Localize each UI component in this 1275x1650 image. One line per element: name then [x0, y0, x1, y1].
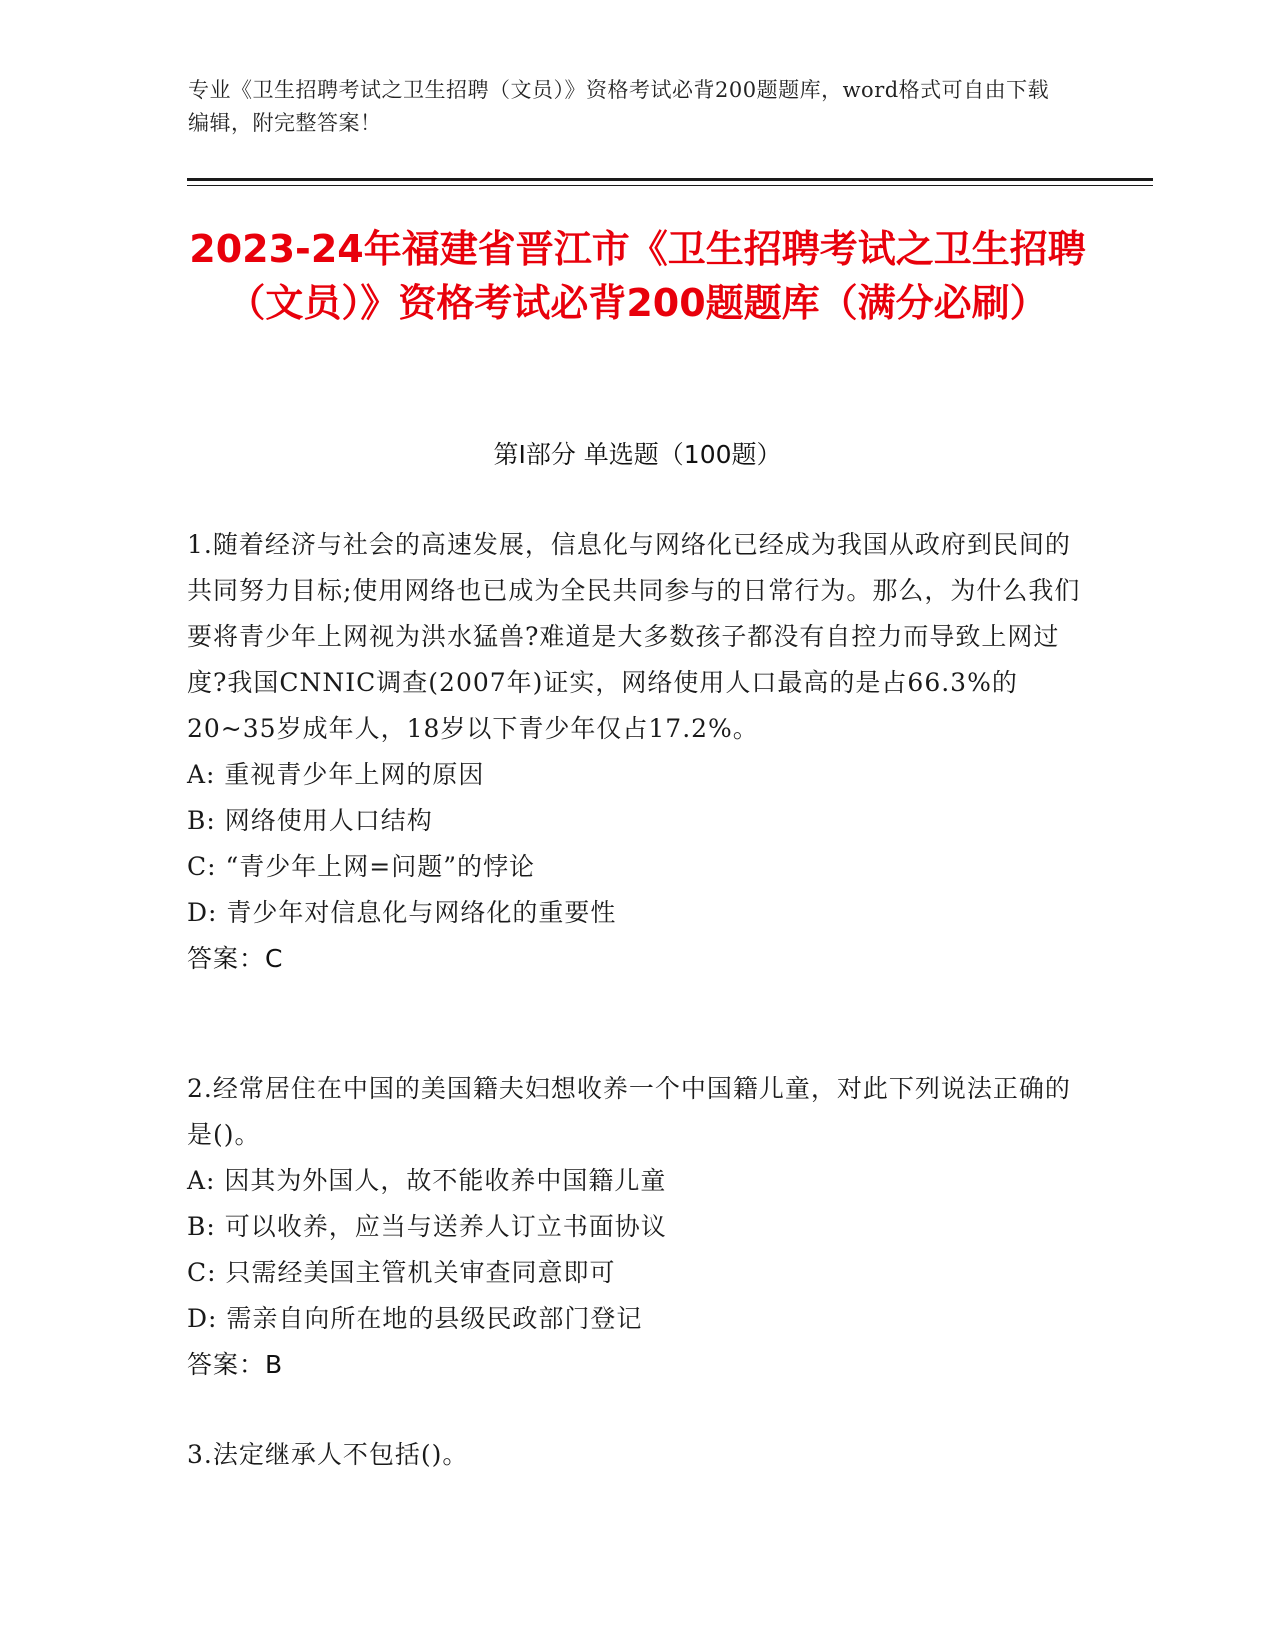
question-1: [187, 522, 1087, 982]
answer: 答案：C: [187, 944, 284, 973]
section-title: 第Ⅰ部分 单选题（100题）: [493, 440, 782, 469]
header-note: 专业《卫生招聘考试之卫生招聘（文员）》资格考试必背200题题库，word格式可自由下载编辑，附完整答案！: [188, 78, 1050, 135]
header-rule-thick: [187, 178, 1153, 181]
option-b: B: 可以收养，应当与送养人订立书面协议: [187, 1212, 667, 1241]
option-b: B: 网络使用人口结构: [187, 806, 433, 835]
option-d: D: 需亲自向所在地的县级民政部门登记: [187, 1304, 643, 1333]
question-stem: 1.随着经济与社会的高速发展，信息化与网络化已经成为我国从政府到民间的共同努力目标;使用网络也已成为全民共同参与的日常行为。那么，为什么我们要将青少年上网视为洪水猛兽?难道是大多数孩子都没有自控力而导致上网过度?我国CNNIC调查(2007年)证实，网络使用人口最高的是占66.3%的20~35岁成年人，18岁以下青少年仅占17.2%。: [187, 530, 1081, 743]
option-c: C: 只需经美国主管机关审查同意即可: [187, 1258, 616, 1287]
option-a: A: 重视青少年上网的原因: [187, 760, 485, 789]
question-stem: 3.法定继承人不包括()。: [187, 1440, 469, 1469]
option-a: A: 因其为外国人，故不能收养中国籍儿童: [187, 1166, 667, 1195]
question-2: [187, 1066, 1087, 1388]
question-3: [187, 1432, 1087, 1478]
document-title: 2023-24年福建省晋江市《卫生招聘考试之卫生招聘（文员）》资格考试必背200题题库（满分必刷）: [189, 227, 1086, 325]
option-d: D: 青少年对信息化与网络化的重要性: [187, 898, 617, 927]
option-c: C: “青少年上网=问题”的悖论: [187, 852, 536, 881]
answer: 答案：B: [187, 1350, 284, 1379]
header-rule-thin: [187, 185, 1153, 186]
question-stem: 2.经常居住在中国的美国籍夫妇想收养一个中国籍儿童，对此下列说法正确的是()。: [187, 1074, 1071, 1149]
